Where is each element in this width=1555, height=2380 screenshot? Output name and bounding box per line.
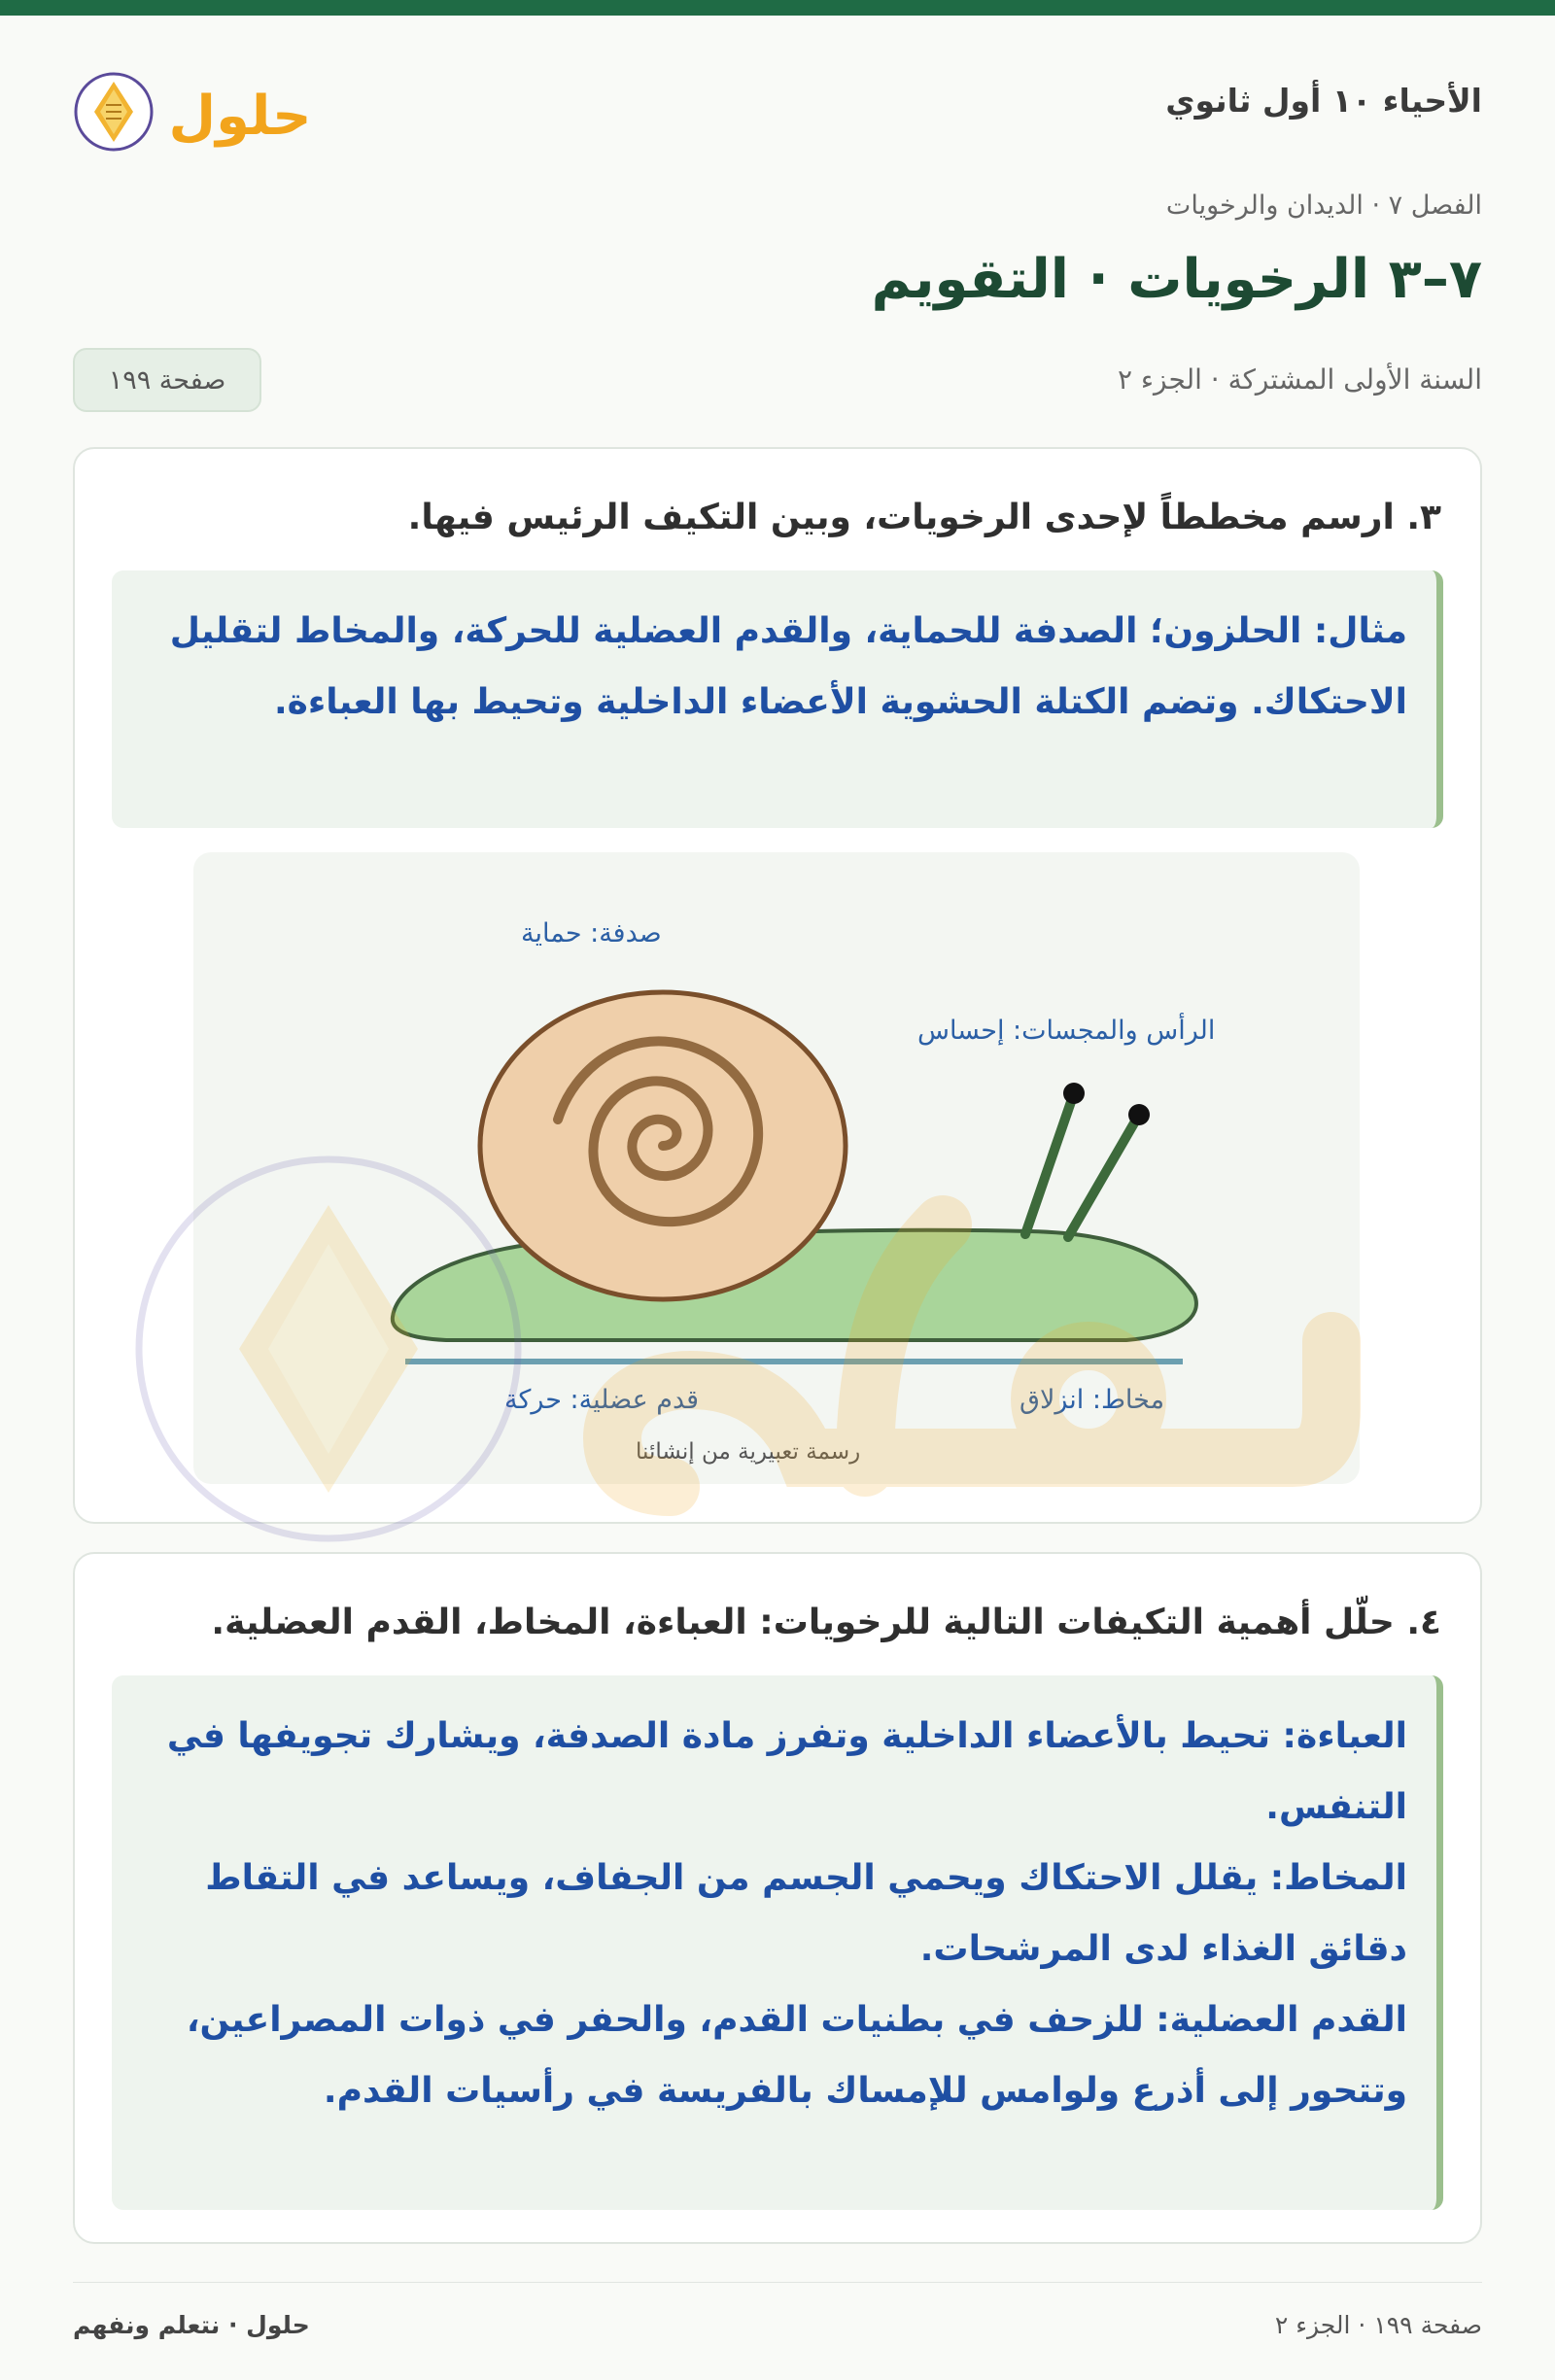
answer-3-text: مثال: الحلزون؛ الصدفة للحماية، والقدم العضلية للحركة، والمخاط لتقليل الاحتكاك. وتضم الكتلة الحشوية الأعضاء الداخلية وتحيط بها العباءة.	[169, 611, 1407, 722]
question-4-text: ٤. حلّل أهمية التكيفات التالية للرخويات: العباءة، المخاط، القدم العضلية.	[211, 1603, 1441, 1642]
answer-box-4	[112, 1675, 1443, 2210]
footer-divider	[73, 2282, 1482, 2283]
tentacle-left	[1025, 1093, 1074, 1234]
answer-mucus: المخاط: يقلل الاحتكاك ويحمي الجسم من الجفاف، ويساعد في التقاط دقائق الغذاء لدى المرشحات.	[205, 1858, 1407, 1969]
figure-caption: رسمة تعبيرية من إنشائنا	[636, 1439, 861, 1465]
hulul-logo-icon[interactable]	[73, 68, 326, 155]
subject-title: الأحياء ١٠ أول ثانوي	[1165, 82, 1482, 120]
tentacle-right	[1068, 1115, 1139, 1237]
label-mucus: مخاط: انزلاق	[1019, 1385, 1165, 1415]
footer-brand: حلول · نتعلم ونفهم	[73, 2311, 310, 2339]
eye-left	[1063, 1083, 1085, 1104]
page-header	[73, 68, 1482, 155]
answer-foot: القدم العضلية: للزحف في بطنيات القدم، والحفر في ذوات المصراعين، وتتحور إلى أذرع ولوامس للإمساك بالفريسة في رأسيات القدم.	[186, 2000, 1407, 2111]
footer-page: صفحة ١٩٩ · الجزء ٢	[1274, 2311, 1482, 2339]
top-accent-bar	[0, 0, 1555, 16]
snail-diagram	[193, 852, 1360, 1484]
label-foot: قدم عضلية: حركة	[504, 1385, 700, 1415]
question-card-4	[73, 1552, 1482, 2244]
answer-box-3	[112, 570, 1443, 828]
label-shell: صدفة: حماية	[521, 918, 662, 949]
answer-mantle: العباءة: تحيط بالأعضاء الداخلية وتفرز مادة الصدفة، ويشارك تجويفها في التنفس.	[166, 1716, 1407, 1827]
chapter-label: الفصل ٧ · الديدان والرخويات	[1165, 190, 1482, 221]
question-3-text: ٣. ارسم مخططاً لإحدى الرخويات، وبين التكيف الرئيس فيها.	[407, 498, 1441, 537]
page-title: ٧–٣ الرخويات · التقويم	[871, 248, 1482, 311]
book-meta: السنة الأولى المشتركة · الجزء ٢	[1117, 363, 1482, 396]
label-head: الرأس والمجسات: إحساس	[917, 1016, 1216, 1046]
question-card-3	[73, 447, 1482, 1524]
svg-text:حلول: حلول	[168, 85, 312, 148]
page-badge: صفحة ١٩٩	[73, 348, 261, 412]
eye-right	[1128, 1104, 1150, 1125]
